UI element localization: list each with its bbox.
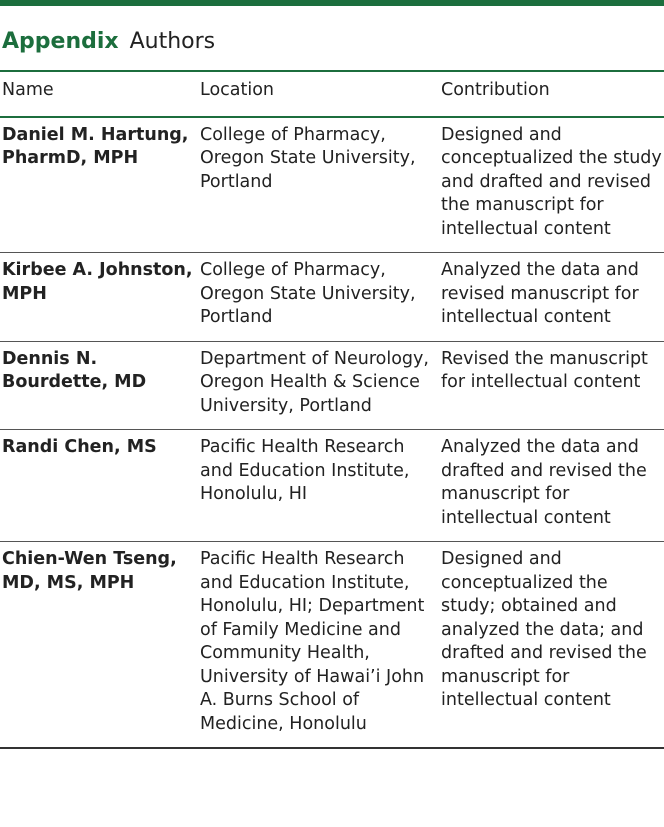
table-row <box>0 542 664 749</box>
column-header-name: Name <box>0 72 198 117</box>
appendix-label: Appendix <box>2 29 119 54</box>
author-name: Randi Chen, MS <box>0 430 198 542</box>
author-name: Kirbee A. Johnston, MPH <box>0 253 198 342</box>
author-location: College of Pharmacy, Oregon State University, Portland <box>198 253 439 342</box>
author-location: College of Pharmacy, Oregon State University, Portland <box>198 117 439 253</box>
header-row <box>0 72 664 117</box>
author-contribution: Designed and conceptualized the study; obtained and analyzed the data; and drafted and revised the manuscript for intellectual content <box>439 542 664 749</box>
authors-subtitle: Authors <box>129 29 216 54</box>
author-contribution: Analyzed the data and revised manuscript for intellectual content <box>439 253 664 342</box>
author-contribution: Designed and conceptualized the study and drafted and revised the manuscript for intellectual content <box>439 117 664 253</box>
author-location: Pacific Health Research and Education Institute, Honolulu, HI <box>198 430 439 542</box>
author-name: Chien-Wen Tseng, MD, MS, MPH <box>0 542 198 749</box>
table-title <box>2 27 215 57</box>
author-name: Daniel M. Hartung, PharmD, MPH <box>0 117 198 253</box>
authors-table <box>0 72 664 749</box>
table-row <box>0 253 664 342</box>
column-header-location: Location <box>198 72 439 117</box>
table-row <box>0 430 664 542</box>
author-location: Pacific Health Research and Education Institute, Honolulu, HI; Department of Family Medicine and Community Health, University of Hawai’i John A. Burns School of Medicine, Honolulu <box>198 542 439 749</box>
table-row <box>0 341 664 430</box>
column-header-contribution: Contribution <box>439 72 664 117</box>
table-row <box>0 117 664 253</box>
author-name: Dennis N. Bourdette, MD <box>0 341 198 430</box>
author-location: Department of Neurology, Oregon Health & Science University, Portland <box>198 341 439 430</box>
author-contribution: Analyzed the data and drafted and revised the manuscript for intellectual content <box>439 430 664 542</box>
author-contribution: Revised the manuscript for intellectual content <box>439 341 664 430</box>
top-accent-bar <box>0 0 664 6</box>
